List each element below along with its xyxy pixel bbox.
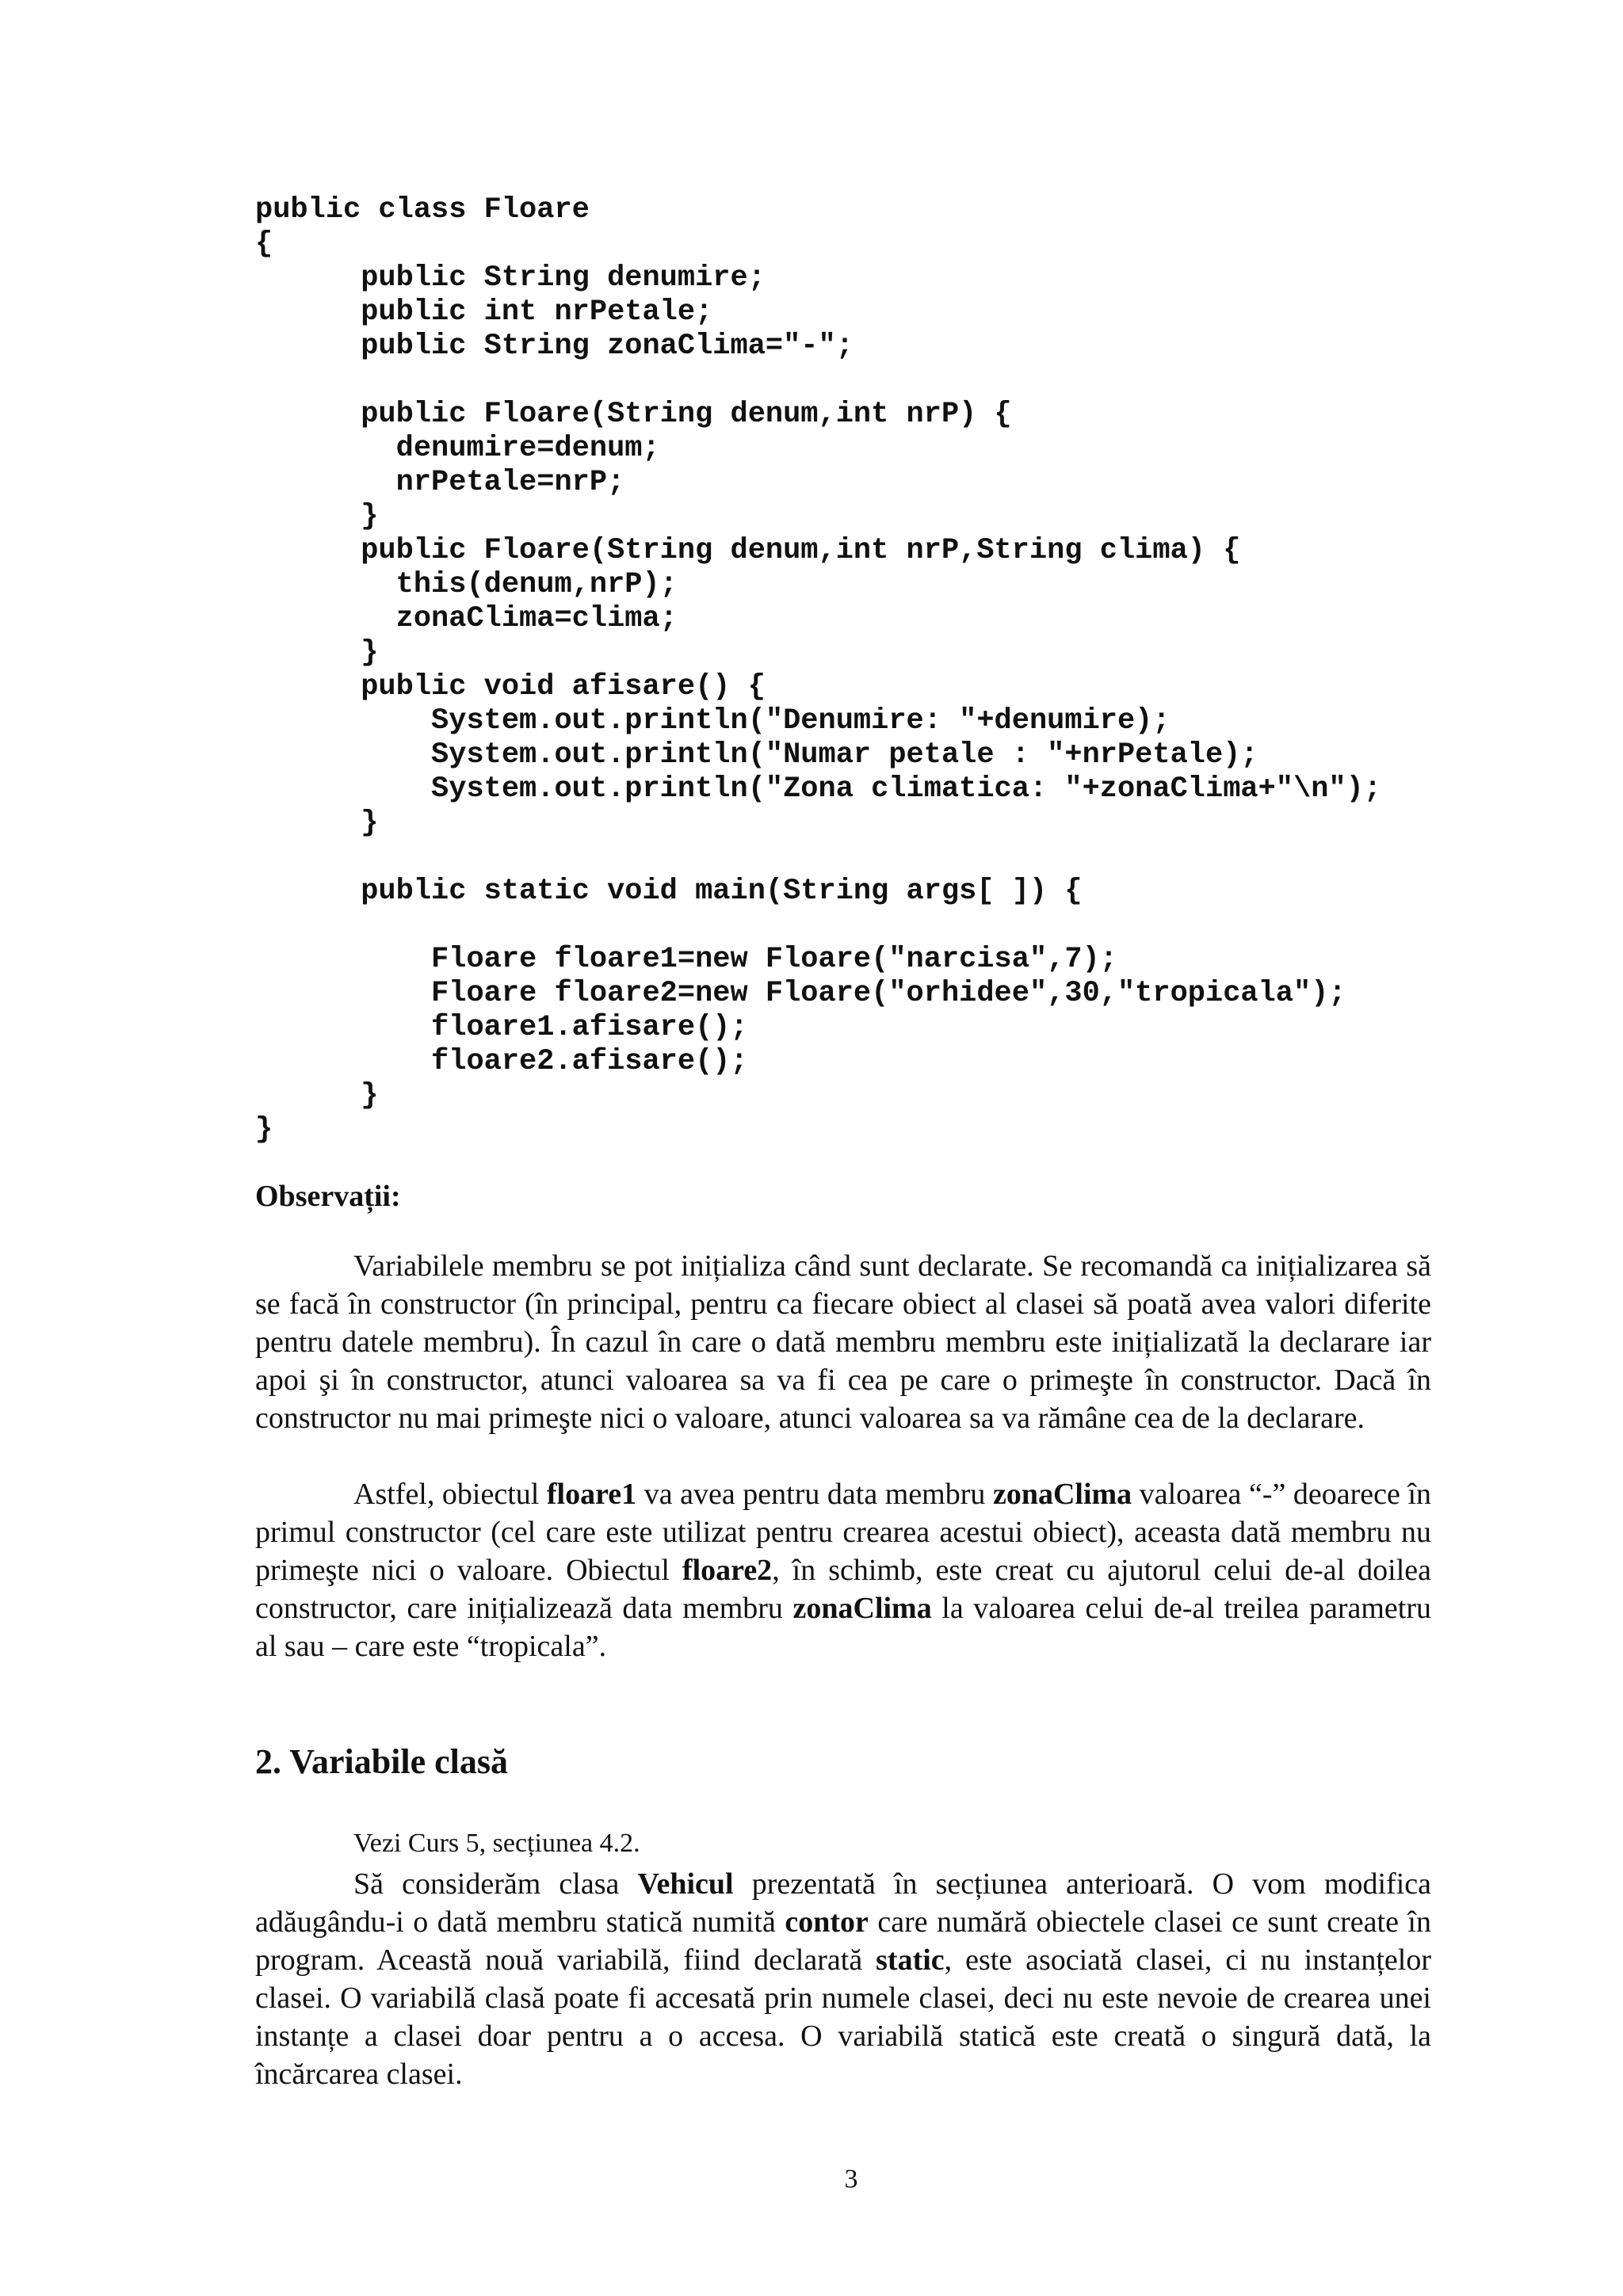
code-line: this(denum,nrP); <box>255 568 678 601</box>
bold-term: floare1 <box>546 1478 637 1511</box>
code-line: public Floare(String denum,int nrP) { <box>255 398 1012 431</box>
course-reference-note: Vezi Curs 5, secțiunea 4.2. <box>353 1829 640 1858</box>
text-run: prezentată în secțiunea anterioară. O vom modifica adăugându-i o dată membru statică numită <box>255 1867 1431 1939</box>
observations-paragraph-2 <box>255 1475 1431 1665</box>
observations-paragraph-1 <box>255 1247 1431 1437</box>
code-line: public static void main(String args[ ]) { <box>255 875 1083 908</box>
text-run: la valoarea celui de-al treilea parametru al sau – care este “tropicala”. <box>255 1592 1431 1663</box>
code-line: Floare floare2=new Floare("orhidee",30,"tropicala"); <box>255 977 1346 1010</box>
code-line: Floare floare1=new Floare("narcisa",7); <box>255 943 1117 976</box>
code-line: public void afisare() { <box>255 670 766 704</box>
code-line: public int nrPetale; <box>255 296 713 329</box>
code-listing <box>255 193 1381 1147</box>
bold-term: contor <box>785 1905 869 1939</box>
bold-term: static <box>876 1943 945 1977</box>
code-line: zonaClima=clima; <box>255 602 678 635</box>
code-line: } <box>255 1079 379 1112</box>
code-line: floare2.afisare(); <box>255 1045 748 1078</box>
code-line: } <box>255 807 379 840</box>
section-paragraph-1 <box>255 1865 1431 2093</box>
text-run: Astfel, obiectul <box>353 1478 547 1511</box>
code-line: System.out.println("Denumire: "+denumire); <box>255 704 1170 738</box>
observations-paragraph-1-text: Variabilele membru se pot inițializa când sunt declarate. Se recomandă ca inițializarea să se facă în constructor (în principal, pentru ca fiecare obiect al clasei să poată avea valori diferite pentru datele membru). În cazul în care o dată membru membru este inițializată la declarare iar apoi şi în constructor, atunci valoarea sa va fi cea pe care o primeşte în constructor. Dacă în constructor nu mai primeşte nici o valoare, atunci valoarea sa va rămâne cea de la declarare. <box>255 1249 1431 1435</box>
code-line: nrPetale=nrP; <box>255 466 625 499</box>
code-line <box>255 364 1381 398</box>
bold-term: Vehicul <box>637 1867 734 1901</box>
text-run: care numără obiectele clasei ce sunt create în program. Această nouă variabilă, fiind declarată <box>255 1905 1431 1977</box>
code-line: public String denumire; <box>255 261 766 295</box>
code-line: } <box>255 1113 273 1146</box>
bold-term: zonaClima <box>992 1478 1132 1511</box>
text-run: , în schimb, este creat cu ajutorul celui de-al doilea constructor, care inițializează data membru <box>255 1554 1431 1625</box>
section-heading: 2. Variabile clasă <box>255 1742 509 1781</box>
text-run: , este asociată clasei, ci nu instanțelor clasei. O variabilă clasă poate fi accesată prin numele clasei, deci nu este nevoie de crearea unei instanțe a clasei doar pentru a o accesa. O variabilă statică este creată o singură dată, la încărcarea clasei. <box>255 1943 1431 2091</box>
text-run: valoarea “-” deoarece în primul constructor (cel care este utilizat pentru crearea acestui obiect), aceasta dată membru nu primeşte nici o valoare. Obiectul <box>255 1478 1431 1587</box>
observations-heading: Observații: <box>255 1180 401 1213</box>
code-line: public Floare(String denum,int nrP,String clima) { <box>255 534 1241 567</box>
code-line: denumire=denum; <box>255 432 660 465</box>
bold-term: zonaClima <box>792 1592 932 1625</box>
code-line: public class Floare <box>255 193 590 227</box>
text-run: Să considerăm clasa <box>353 1867 638 1901</box>
code-line: { <box>255 227 273 261</box>
code-line: } <box>255 500 379 533</box>
page-number: 3 <box>844 2164 858 2194</box>
code-line: public String zonaClima="-"; <box>255 330 854 363</box>
code-line: floare1.afisare(); <box>255 1011 748 1044</box>
code-line: } <box>255 636 379 669</box>
code-line: System.out.println("Numar petale : "+nrPetale); <box>255 738 1258 772</box>
text-run: va avea pentru data membru <box>636 1478 993 1511</box>
code-line <box>255 841 1381 875</box>
code-line <box>255 909 1381 943</box>
bold-term: floare2 <box>682 1554 773 1587</box>
code-line: System.out.println("Zona climatica: "+zonaClima+"\n"); <box>255 772 1382 806</box>
